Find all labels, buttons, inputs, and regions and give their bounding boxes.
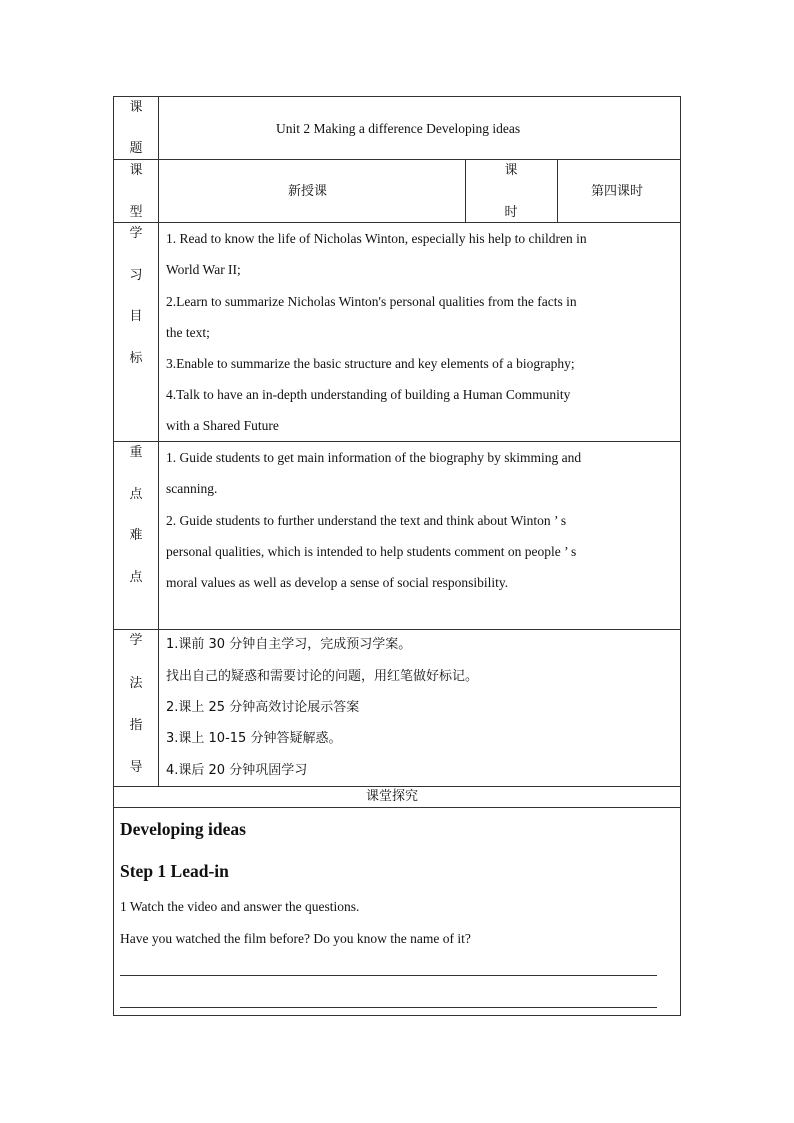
keypoint-line: 2. Guide students to further understand the text and think about Winton ’ s — [166, 513, 567, 528]
heading-step-1: Step 1 Lead-in — [120, 861, 229, 881]
method-line: 1.课前 30 分钟自主学习，完成预习学案。 — [166, 637, 412, 652]
objective-line: 4.Talk to have an in-depth understanding of building a Human Community — [166, 387, 571, 402]
keypoint-line: personal qualities, which is intended to help students comment on people ’ s — [166, 544, 577, 559]
topic-label-char-2: 题 — [129, 141, 143, 156]
keypoints-label-char-3: 难 — [129, 528, 143, 543]
period-label-char-2: 时 — [504, 205, 518, 220]
method-line: 3.课上 10-15 分钟答疑解惑。 — [166, 731, 342, 746]
objectives-label-char-1: 学 — [129, 226, 143, 241]
type-label-char-1: 课 — [129, 163, 143, 178]
objective-line: the text; — [166, 325, 210, 340]
objective-line: with a Shared Future — [166, 418, 279, 433]
keypoint-line: 1. Guide students to get main information of the biography by skimming and — [166, 450, 582, 465]
method-label-char-2: 法 — [129, 676, 143, 691]
objectives-label-char-4: 标 — [129, 351, 143, 366]
method-line: 2.课上 25 分钟高效讨论展示答案 — [166, 700, 360, 715]
question-line: Have you watched the film before? Do you know the name of it? — [120, 931, 471, 946]
method-line: 找出自己的疑惑和需要讨论的问题，用红笔做好标记。 — [166, 669, 479, 684]
answer-blank-line-2[interactable] — [120, 1007, 657, 1008]
type-value: 新授课 — [288, 184, 328, 199]
heading-developing-ideas: Developing ideas — [120, 819, 246, 839]
type-label-char-2: 型 — [129, 205, 143, 220]
objective-line: World War II; — [166, 262, 241, 277]
period-value: 第四课时 — [591, 184, 644, 199]
objectives-label-char-2: 习 — [129, 268, 143, 283]
method-label-char-4: 导 — [129, 760, 143, 775]
method-label-char-3: 指 — [129, 718, 143, 733]
keypoint-line: scanning. — [166, 481, 218, 496]
method-label-char-1: 学 — [129, 633, 143, 648]
period-label-char-1: 课 — [504, 163, 518, 178]
keypoints-label-char-4: 点 — [129, 570, 143, 585]
topic-value: Unit 2 Making a difference Developing ideas — [276, 121, 521, 136]
objective-line: 3.Enable to summarize the basic structure and key elements of a biography; — [166, 356, 575, 371]
objective-line: 2.Learn to summarize Nicholas Winton's personal qualities from the facts in — [166, 294, 577, 309]
section-title: 课堂探究 — [366, 789, 419, 804]
keypoint-line: moral values as well as develop a sense of social responsibility. — [166, 575, 509, 590]
instruction-line: 1 Watch the video and answer the questions. — [120, 899, 360, 914]
method-line: 4.课后 20 分钟巩固学习 — [166, 763, 308, 778]
answer-blank-line-1[interactable] — [120, 975, 657, 976]
keypoints-label-char-1: 重 — [129, 445, 143, 460]
objective-line: 1. Read to know the life of Nicholas Winton, especially his help to children in — [166, 231, 587, 246]
topic-label-char-1: 课 — [129, 100, 143, 115]
objectives-label-char-3: 目 — [129, 309, 143, 324]
keypoints-label-char-2: 点 — [129, 487, 143, 502]
